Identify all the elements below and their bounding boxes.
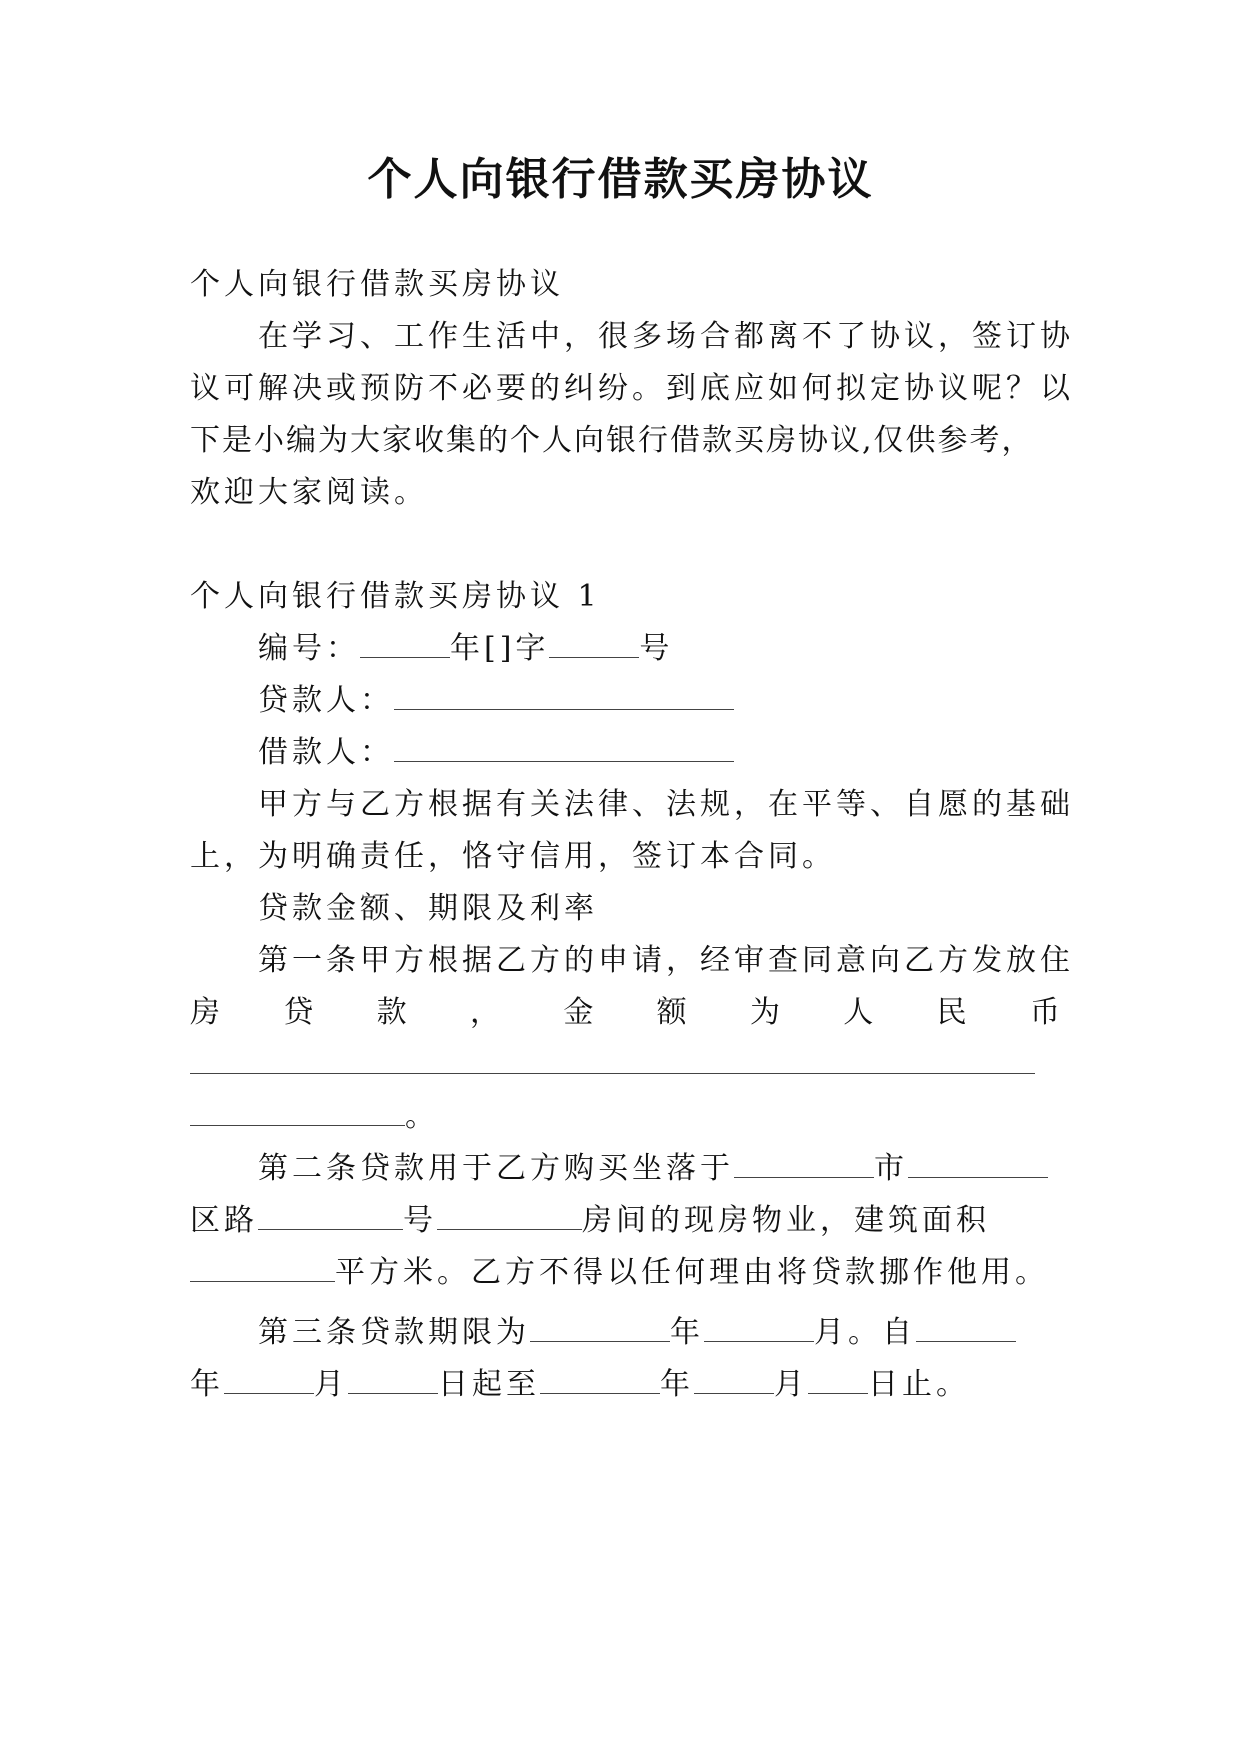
article-3-i: 日止。 bbox=[868, 1367, 970, 1402]
number-prefix: 编号： bbox=[258, 631, 360, 666]
borrower-line bbox=[258, 733, 1060, 773]
number-blank-1 bbox=[360, 629, 450, 658]
article-2-b: 市 bbox=[874, 1151, 908, 1186]
article-2-line-2 bbox=[190, 1201, 1060, 1241]
article-3-line-2 bbox=[190, 1365, 1060, 1405]
road-blank bbox=[258, 1201, 403, 1230]
district-blank bbox=[908, 1149, 1048, 1178]
start-day-blank bbox=[348, 1365, 438, 1394]
article-3-e: 月 bbox=[314, 1367, 348, 1402]
number-blank-2 bbox=[549, 629, 639, 658]
term-year-blank bbox=[530, 1313, 670, 1342]
article-3-g: 年 bbox=[660, 1367, 694, 1402]
article-1-line-1: 第一条甲方根据乙方的申请，经审查同意向乙方发放住 bbox=[258, 943, 1074, 978]
article-1-char: 贷 bbox=[283, 995, 314, 1030]
article-1-char: ， bbox=[469, 995, 500, 1030]
intro-line-1: 在学习、工作生活中，很多场合都离不了协议，签订协 bbox=[258, 319, 1074, 354]
article-3-d: 年 bbox=[190, 1367, 224, 1402]
article-1-char: 币 bbox=[1029, 995, 1060, 1030]
term-month-blank bbox=[704, 1313, 814, 1342]
end-day-blank bbox=[808, 1365, 868, 1394]
article-3-f: 日起至 bbox=[438, 1367, 540, 1402]
article-1-amount-line bbox=[190, 1045, 1060, 1085]
intro-line-4: 欢迎大家阅读。 bbox=[190, 475, 428, 510]
document-title: 个人向银行借款买房协议 bbox=[367, 154, 874, 205]
article-2-e: 房间的现房物业，建筑面积 bbox=[582, 1203, 990, 1238]
article-2-line-3 bbox=[190, 1253, 1060, 1293]
number-line bbox=[258, 629, 1060, 669]
preamble-line-1: 甲方与乙方根据有关法律、法规，在平等、自愿的基础 bbox=[258, 787, 1074, 822]
article-1-end: 。 bbox=[405, 1099, 439, 1134]
amount-blank-2 bbox=[190, 1097, 405, 1126]
article-2-c: 区路 bbox=[190, 1203, 258, 1238]
amount-blank-1 bbox=[190, 1045, 1035, 1074]
preamble-line-2: 上，为明确责任，恪守信用，签订本合同。 bbox=[190, 839, 836, 874]
start-year-blank bbox=[916, 1313, 1016, 1342]
article-1-char: 为 bbox=[749, 995, 780, 1030]
article-2-line-1 bbox=[258, 1149, 1060, 1189]
lender-blank bbox=[394, 681, 734, 710]
subtitle: 个人向银行借款买房协议 bbox=[190, 267, 564, 302]
article-2-a: 第二条贷款用于乙方购买坐落于 bbox=[258, 1151, 734, 1186]
room-blank bbox=[437, 1201, 582, 1230]
article-1-char: 金 bbox=[563, 995, 594, 1030]
article-1-char: 额 bbox=[656, 995, 687, 1030]
intro-line-2: 议可解决或预防不必要的纠纷。到底应如何拟定协议呢？以 bbox=[190, 371, 1074, 406]
number-suffix: 号 bbox=[639, 631, 674, 666]
article-1-char: 款 bbox=[376, 995, 407, 1030]
article-1-line-2 bbox=[190, 993, 1060, 1033]
start-month-blank bbox=[224, 1365, 314, 1394]
borrower-label: 借款人： bbox=[258, 735, 394, 770]
lender-label: 贷款人： bbox=[258, 683, 394, 718]
article-1-char: 人 bbox=[843, 995, 874, 1030]
number-year: 年[]字 bbox=[450, 631, 550, 666]
intro-line-3: 下是小编为大家收集的个人向银行借款买房协议,仅供参考， bbox=[190, 423, 1034, 458]
end-year-blank bbox=[540, 1365, 660, 1394]
article-3-c: 月。自 bbox=[814, 1315, 916, 1350]
article-1-amount-line-2 bbox=[190, 1097, 1060, 1137]
borrower-blank bbox=[394, 733, 734, 762]
article-2-f: 平方米。乙方不得以任何理由将贷款挪作他用。 bbox=[335, 1255, 1049, 1290]
article-1-char: 民 bbox=[936, 995, 967, 1030]
article-3-line-1 bbox=[258, 1313, 1060, 1353]
article-3-h: 月 bbox=[774, 1367, 808, 1402]
article-3-a: 第三条贷款期限为 bbox=[258, 1315, 530, 1350]
article-2-d: 号 bbox=[403, 1203, 437, 1238]
city-blank bbox=[734, 1149, 874, 1178]
area-blank bbox=[190, 1253, 335, 1282]
end-month-blank bbox=[694, 1365, 774, 1394]
article-3-b: 年 bbox=[670, 1315, 704, 1350]
section-1-title: 个人向银行借款买房协议 1 bbox=[190, 579, 601, 614]
article-1-char: 房 bbox=[190, 995, 220, 1030]
lender-line bbox=[258, 681, 1060, 721]
heading-loan: 贷款金额、期限及利率 bbox=[258, 891, 598, 926]
